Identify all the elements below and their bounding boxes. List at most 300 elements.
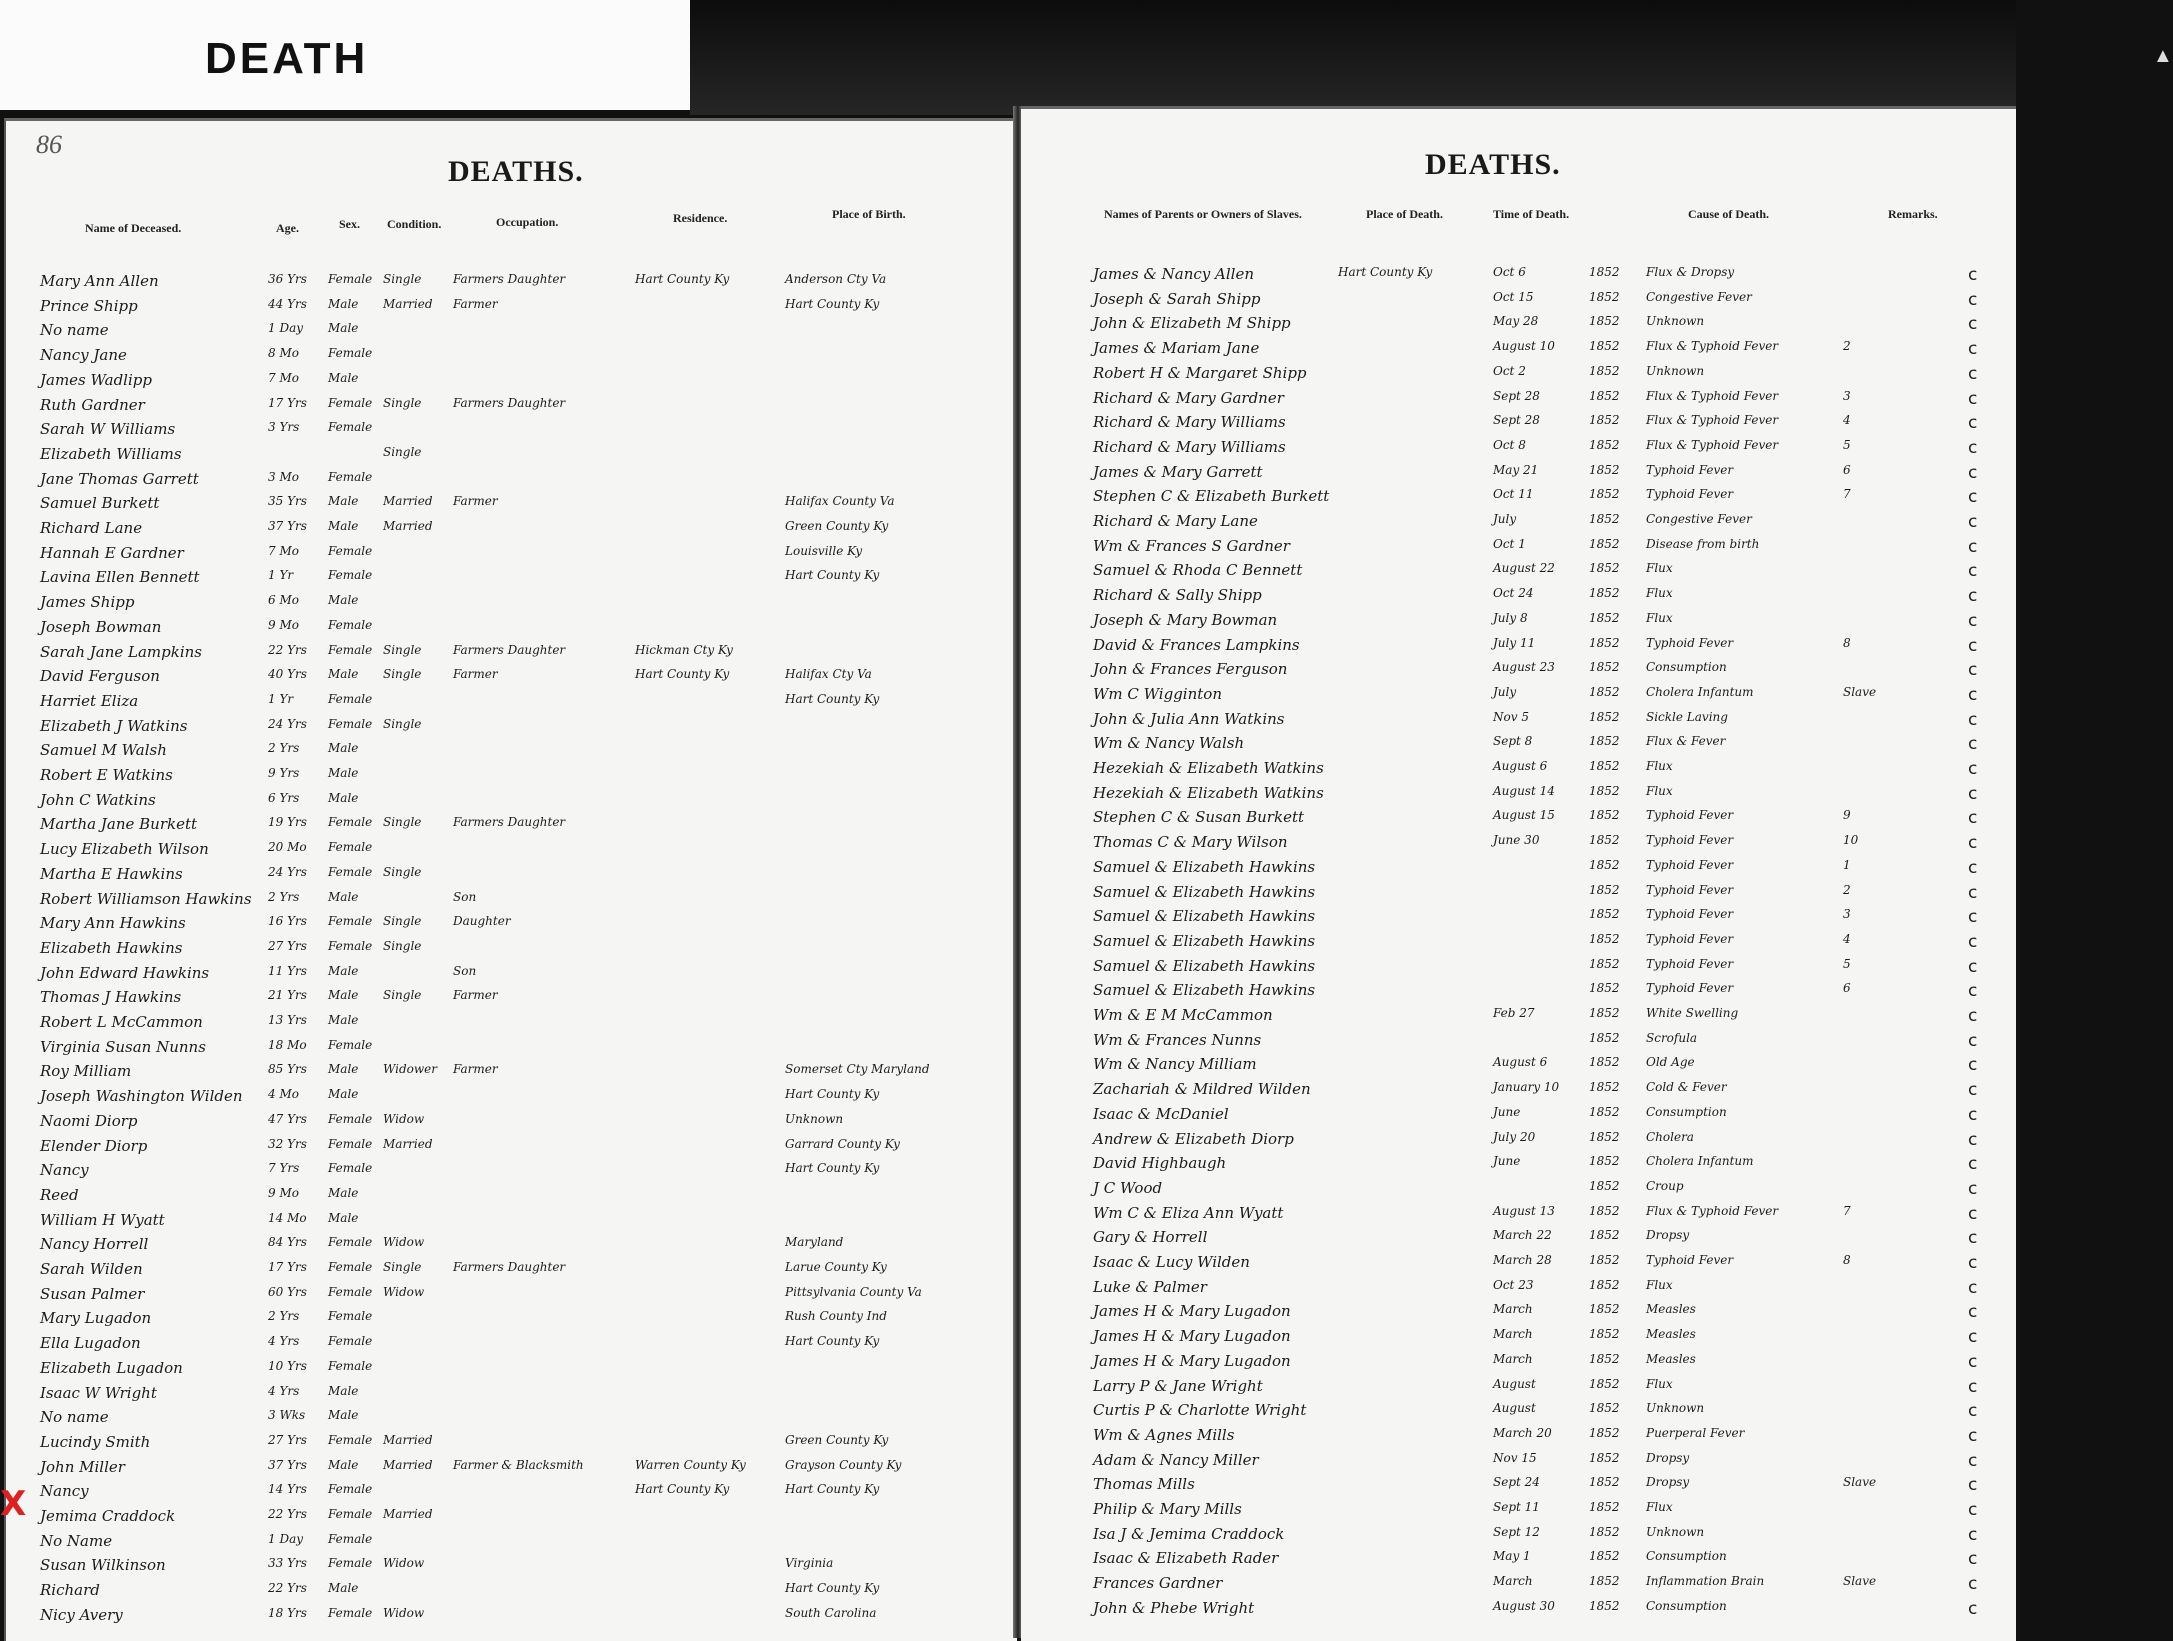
cell-sex: Male bbox=[328, 667, 359, 682]
cell-place-of-birth: Rush County Ind bbox=[785, 1309, 887, 1324]
cell-sex: Female bbox=[328, 1605, 373, 1620]
cell-occupation: Farmers Daughter bbox=[453, 642, 566, 657]
cell-remarks: 8 bbox=[1843, 635, 1851, 650]
cell-name: Susan Wilkinson bbox=[40, 1556, 166, 1575]
cell-cause-of-death: Consumption bbox=[1646, 1549, 1727, 1564]
cell-year: 1852 bbox=[1589, 882, 1620, 897]
remarks-tick-icon: c bbox=[1968, 759, 1978, 779]
cell-time-of-death: Feb 27 bbox=[1493, 1006, 1535, 1020]
cell-cause-of-death: Cold & Fever bbox=[1646, 1080, 1727, 1095]
cell-parents: Thomas C & Mary Wilson bbox=[1093, 833, 1288, 852]
cell-time-of-death: May 21 bbox=[1493, 462, 1539, 477]
cell-year: 1852 bbox=[1589, 1104, 1620, 1119]
cell-cause-of-death: Sickle Laving bbox=[1646, 709, 1728, 724]
cell-parents: Samuel & Rhoda C Bennett bbox=[1093, 561, 1303, 580]
cell-cause-of-death: Cholera Infantum bbox=[1646, 684, 1754, 699]
cell-occupation: Farmer bbox=[453, 296, 498, 311]
cell-name: Prince Shipp bbox=[40, 296, 138, 315]
col-name-of-deceased: Name of Deceased. bbox=[85, 221, 182, 235]
cell-year: 1852 bbox=[1589, 363, 1620, 378]
cell-remarks: 6 bbox=[1843, 981, 1851, 996]
cell-condition: Widow bbox=[383, 1235, 425, 1250]
col-cause-of-death: Cause of Death. bbox=[1688, 207, 1769, 221]
cell-place-of-birth: Grayson County Ky bbox=[785, 1457, 902, 1472]
cell-cause-of-death: Unknown bbox=[1646, 1524, 1705, 1539]
cell-parents: Hezekiah & Elizabeth Watkins bbox=[1093, 783, 1324, 802]
cell-year: 1852 bbox=[1589, 1302, 1620, 1317]
cell-age: 3 Wks bbox=[268, 1408, 306, 1423]
cell-time-of-death: July 20 bbox=[1493, 1129, 1536, 1144]
cell-place-of-birth: Larue County Ky bbox=[785, 1260, 887, 1274]
cell-condition: Married bbox=[383, 1432, 433, 1447]
cell-parents: Hezekiah & Elizabeth Watkins bbox=[1093, 759, 1324, 777]
cell-sex: Female bbox=[328, 1507, 373, 1521]
cell-time-of-death: Oct 15 bbox=[1493, 289, 1534, 304]
col-sex: Sex. bbox=[339, 217, 360, 231]
cell-parents: Philip & Mary Mills bbox=[1093, 1500, 1242, 1518]
cell-name: Mary Ann Allen bbox=[40, 272, 159, 290]
cell-parents: Samuel & Elizabeth Hawkins bbox=[1093, 907, 1316, 926]
cell-occupation: Son bbox=[453, 889, 477, 904]
cell-year: 1852 bbox=[1589, 1228, 1620, 1243]
cell-name: Elizabeth Lugadon bbox=[40, 1358, 183, 1377]
cell-year: 1852 bbox=[1589, 635, 1620, 650]
cell-remarks: Slave bbox=[1843, 684, 1877, 699]
cell-age: 3 Mo bbox=[268, 469, 299, 484]
remarks-tick-icon: c bbox=[1968, 1253, 1978, 1273]
cell-time-of-death: August 30 bbox=[1493, 1598, 1555, 1613]
cell-condition: Single bbox=[383, 272, 422, 286]
folio-number: 86 bbox=[36, 130, 62, 159]
cell-name: Ella Lugadon bbox=[40, 1334, 141, 1353]
cell-cause-of-death: Cholera bbox=[1646, 1129, 1694, 1144]
cell-time-of-death: July bbox=[1493, 684, 1517, 699]
cell-parents: James H & Mary Lugadon bbox=[1093, 1351, 1291, 1370]
remarks-tick-icon: c bbox=[1968, 783, 1978, 804]
remarks-tick-icon: c bbox=[1968, 857, 1978, 878]
cell-occupation: Farmer & Blacksmith bbox=[453, 1457, 584, 1472]
cell-parents: Wm C Wigginton bbox=[1093, 684, 1222, 703]
cell-age: 44 Yrs bbox=[268, 296, 307, 311]
cell-name: Sarah W Williams bbox=[40, 420, 176, 439]
cell-year: 1852 bbox=[1589, 1574, 1620, 1589]
cell-cause-of-death: Flux bbox=[1646, 586, 1673, 601]
cell-remarks: 10 bbox=[1843, 833, 1859, 848]
cell-parents: Zachariah & Mildred Wilden bbox=[1093, 1080, 1311, 1099]
cell-parents: Wm & Nancy Milliam bbox=[1093, 1055, 1257, 1074]
cell-age: 22 Yrs bbox=[268, 1507, 307, 1521]
cell-age: 35 Yrs bbox=[268, 494, 307, 509]
cell-parents: Luke & Palmer bbox=[1093, 1277, 1207, 1296]
cell-cause-of-death: Puerperal Fever bbox=[1646, 1425, 1745, 1440]
cell-time-of-death: Sept 28 bbox=[1493, 388, 1540, 403]
cell-sex: Male bbox=[328, 963, 359, 978]
cell-year: 1852 bbox=[1589, 437, 1620, 452]
cell-year: 1852 bbox=[1589, 1327, 1620, 1342]
remarks-tick-icon: c bbox=[1968, 660, 1978, 681]
cell-sex: Female bbox=[328, 938, 373, 953]
cell-parents: Stephen C & Susan Burkett bbox=[1093, 808, 1304, 827]
cell-age: 19 Yrs bbox=[268, 815, 307, 830]
cell-sex: Male bbox=[328, 1457, 359, 1472]
cell-condition: Single bbox=[383, 395, 422, 410]
cell-time-of-death: Oct 11 bbox=[1493, 487, 1534, 502]
cell-condition: Widow bbox=[383, 1111, 425, 1126]
cell-year: 1852 bbox=[1589, 1351, 1620, 1366]
cell-condition: Married bbox=[383, 519, 433, 533]
cell-sex: Female bbox=[328, 691, 373, 706]
cell-year: 1852 bbox=[1589, 956, 1620, 971]
cell-age: 1 Day bbox=[268, 321, 304, 336]
cell-time-of-death: August 14 bbox=[1493, 783, 1555, 798]
cell-cause-of-death: Measles bbox=[1646, 1327, 1696, 1342]
cell-condition: Single bbox=[383, 444, 422, 459]
cell-year: 1852 bbox=[1589, 734, 1620, 749]
remarks-tick-icon: c bbox=[1968, 1327, 1978, 1348]
cell-name: Joseph Washington Wilden bbox=[40, 1087, 243, 1106]
cell-name: John C Watkins bbox=[40, 790, 156, 809]
cell-year: 1852 bbox=[1589, 1253, 1620, 1267]
cell-cause-of-death: Typhoid Fever bbox=[1646, 1253, 1734, 1267]
cell-time-of-death: July 11 bbox=[1493, 635, 1536, 650]
cell-name: Hannah E Gardner bbox=[40, 543, 184, 562]
cell-name: No name bbox=[40, 321, 109, 340]
cell-place-of-birth: Somerset Cty Maryland bbox=[785, 1062, 930, 1077]
cell-age: 2 Yrs bbox=[268, 1309, 300, 1324]
cell-cause-of-death: Flux & Typhoid Fever bbox=[1646, 437, 1779, 452]
cell-sex: Female bbox=[328, 1432, 373, 1447]
cell-cause-of-death: Typhoid Fever bbox=[1646, 808, 1734, 823]
cell-age: 21 Yrs bbox=[268, 988, 307, 1003]
remarks-tick-icon: c bbox=[1968, 907, 1978, 928]
cell-cause-of-death: Consumption bbox=[1646, 1104, 1727, 1119]
cell-place-of-birth: Green County Ky bbox=[785, 519, 889, 533]
cell-age: 8 Mo bbox=[268, 346, 299, 361]
cell-parents: Richard & Sally Shipp bbox=[1093, 586, 1262, 605]
cell-parents: Isa J & Jemima Craddock bbox=[1093, 1524, 1285, 1543]
cell-age: 60 Yrs bbox=[268, 1284, 307, 1299]
cell-name: Robert E Watkins bbox=[40, 766, 173, 784]
cell-parents: David & Frances Lampkins bbox=[1093, 635, 1300, 654]
cell-condition: Married bbox=[383, 1136, 433, 1151]
cell-age: 27 Yrs bbox=[268, 1432, 307, 1447]
cell-age: 1 Yr bbox=[268, 568, 294, 583]
cell-age: 6 Mo bbox=[268, 593, 299, 608]
remarks-tick-icon: c bbox=[1968, 1574, 1978, 1595]
cell-parents: John & Phebe Wright bbox=[1093, 1598, 1255, 1617]
cell-cause-of-death: Flux & Typhoid Fever bbox=[1646, 1203, 1779, 1218]
cell-cause-of-death: Dropsy bbox=[1646, 1228, 1690, 1243]
cell-year: 1852 bbox=[1589, 1524, 1620, 1539]
cell-sex: Male bbox=[328, 519, 359, 533]
cell-year: 1852 bbox=[1589, 561, 1620, 576]
cell-age: 47 Yrs bbox=[268, 1111, 307, 1126]
cell-place-of-birth: Hart County Ky bbox=[785, 691, 880, 706]
cell-cause-of-death: Typhoid Fever bbox=[1646, 635, 1734, 650]
cell-sex: Male bbox=[328, 766, 359, 780]
cell-name: Sarah Wilden bbox=[40, 1260, 143, 1278]
cell-parents: Frances Gardner bbox=[1093, 1574, 1223, 1593]
col-place-of-birth: Place of Birth. bbox=[832, 207, 906, 221]
remarks-tick-icon: c bbox=[1968, 1228, 1978, 1249]
cell-sex: Female bbox=[328, 1260, 373, 1274]
cell-age: 22 Yrs bbox=[268, 1581, 307, 1596]
cell-name: Richard bbox=[40, 1581, 100, 1600]
cell-age: 13 Yrs bbox=[268, 1013, 307, 1027]
cell-cause-of-death: Measles bbox=[1646, 1302, 1696, 1317]
cell-cause-of-death: Flux bbox=[1646, 1500, 1673, 1514]
cell-name: Nancy Jane bbox=[40, 346, 127, 365]
cell-age: 2 Yrs bbox=[268, 741, 300, 756]
cell-remarks: 2 bbox=[1843, 339, 1851, 354]
cell-condition: Single bbox=[383, 716, 422, 731]
cell-name: Naomi Diorp bbox=[40, 1111, 138, 1130]
cell-name: Elender Diorp bbox=[40, 1136, 148, 1155]
cell-time-of-death: August bbox=[1493, 1401, 1536, 1416]
cell-age: 27 Yrs bbox=[268, 938, 307, 953]
cell-sex: Female bbox=[328, 617, 373, 632]
remarks-tick-icon: c bbox=[1968, 487, 1978, 508]
cell-condition: Single bbox=[383, 938, 422, 953]
cell-name: Samuel Burkett bbox=[40, 494, 160, 513]
col-residence: Residence. bbox=[673, 211, 728, 225]
cell-cause-of-death: Dropsy bbox=[1646, 1450, 1690, 1465]
cell-sex: Female bbox=[328, 469, 373, 484]
remarks-tick-icon: c bbox=[1968, 314, 1978, 335]
cell-year: 1852 bbox=[1589, 759, 1620, 773]
cell-sex: Male bbox=[328, 296, 359, 311]
cell-parents: Thomas Mills bbox=[1093, 1475, 1195, 1494]
remarks-tick-icon: c bbox=[1968, 437, 1978, 458]
cell-condition: Single bbox=[383, 914, 422, 929]
cell-age: 24 Yrs bbox=[268, 716, 307, 731]
remarks-tick-icon: c bbox=[1968, 1104, 1978, 1125]
cell-year: 1852 bbox=[1589, 1401, 1620, 1416]
cell-cause-of-death: Typhoid Fever bbox=[1646, 487, 1734, 502]
cell-occupation: Farmers Daughter bbox=[453, 815, 566, 830]
record-type-title: DEATH bbox=[205, 34, 369, 83]
cell-place-of-birth: Hart County Ky bbox=[785, 1161, 880, 1176]
cell-condition: Single bbox=[383, 642, 422, 657]
cell-occupation: Farmer bbox=[453, 667, 498, 682]
cell-time-of-death: March bbox=[1493, 1327, 1533, 1342]
cell-place-of-birth: Garrard County Ky bbox=[785, 1136, 900, 1151]
remarks-tick-icon: c bbox=[1968, 833, 1978, 854]
cell-time-of-death: Oct 6 bbox=[1493, 265, 1526, 279]
cell-time-of-death: July 8 bbox=[1493, 610, 1528, 625]
cell-name: Nancy bbox=[40, 1482, 89, 1501]
cell-cause-of-death: Dropsy bbox=[1646, 1475, 1690, 1490]
cell-cause-of-death: Scrofula bbox=[1646, 1030, 1698, 1045]
cell-time-of-death: August 22 bbox=[1493, 561, 1555, 576]
remarks-tick-icon: c bbox=[1968, 1178, 1978, 1199]
cell-year: 1852 bbox=[1589, 1006, 1620, 1020]
remarks-tick-icon: c bbox=[1968, 1524, 1978, 1545]
cell-sex: Male bbox=[328, 889, 359, 904]
cell-remarks: 6 bbox=[1843, 462, 1851, 477]
cell-time-of-death: Oct 24 bbox=[1493, 586, 1534, 601]
cell-cause-of-death: Typhoid Fever bbox=[1646, 931, 1734, 946]
cell-year: 1852 bbox=[1589, 1030, 1620, 1045]
cell-age: 37 Yrs bbox=[268, 1457, 307, 1472]
cell-remarks: 7 bbox=[1843, 487, 1851, 502]
cell-name: Reed bbox=[40, 1185, 79, 1204]
col-age: Age. bbox=[276, 221, 299, 235]
remarks-tick-icon: c bbox=[1968, 709, 1978, 730]
cell-cause-of-death: Measles bbox=[1646, 1351, 1696, 1366]
cell-name: Lavina Ellen Bennett bbox=[40, 568, 200, 587]
cell-parents: John & Elizabeth M Shipp bbox=[1093, 314, 1291, 333]
cell-name: William H Wyatt bbox=[40, 1210, 165, 1229]
cell-parents: Curtis P & Charlotte Wright bbox=[1093, 1401, 1307, 1420]
remarks-tick-icon: c bbox=[1968, 1450, 1978, 1471]
cell-age: 85 Yrs bbox=[268, 1062, 307, 1077]
cell-occupation: Farmer bbox=[453, 1062, 498, 1077]
cell-parents: Wm C & Eliza Ann Wyatt bbox=[1093, 1203, 1284, 1222]
cell-parents: Isaac & Elizabeth Rader bbox=[1093, 1549, 1279, 1568]
cell-time-of-death: May 28 bbox=[1493, 314, 1539, 329]
cell-year: 1852 bbox=[1589, 487, 1620, 502]
cell-sex: Female bbox=[328, 568, 373, 583]
cell-sex: Male bbox=[328, 741, 359, 756]
cell-time-of-death: Oct 2 bbox=[1493, 363, 1526, 378]
cell-sex: Male bbox=[328, 593, 359, 608]
cell-year: 1852 bbox=[1589, 314, 1620, 329]
cell-sex: Female bbox=[328, 815, 373, 830]
cell-name: Lucindy Smith bbox=[40, 1432, 151, 1451]
remarks-tick-icon: c bbox=[1968, 363, 1978, 384]
cell-place-of-birth: Hart County Ky bbox=[785, 1087, 880, 1102]
remarks-tick-icon: c bbox=[1968, 1129, 1978, 1150]
cell-sex: Female bbox=[328, 543, 373, 558]
cell-parents: Wm & Agnes Mills bbox=[1093, 1425, 1235, 1444]
cell-time-of-death: Sept 28 bbox=[1493, 413, 1540, 428]
cell-time-of-death: Sept 8 bbox=[1493, 734, 1533, 749]
cell-sex: Male bbox=[328, 1087, 359, 1102]
cell-residence: Hart County Ky bbox=[635, 1482, 730, 1497]
cell-age: 36 Yrs bbox=[268, 272, 307, 286]
cell-sex: Female bbox=[328, 1037, 373, 1052]
cell-age: 14 Yrs bbox=[268, 1482, 307, 1497]
cell-parents: Adam & Nancy Miller bbox=[1093, 1450, 1259, 1469]
remarks-tick-icon: c bbox=[1968, 1277, 1978, 1298]
cell-name: Elizabeth Williams bbox=[40, 444, 182, 463]
remarks-tick-icon: c bbox=[1968, 1475, 1978, 1496]
cell-place-of-birth: Hart County Ky bbox=[785, 1581, 880, 1596]
cell-sex: Female bbox=[328, 1531, 373, 1546]
remarks-tick-icon: c bbox=[1968, 1203, 1978, 1224]
cell-condition: Widow bbox=[383, 1284, 425, 1299]
cell-name: Thomas J Hawkins bbox=[40, 988, 182, 1007]
cell-name: Harriet Eliza bbox=[40, 691, 139, 710]
cell-sex: Female bbox=[328, 840, 373, 855]
cell-year: 1852 bbox=[1589, 1080, 1620, 1095]
cell-parents: David Highbaugh bbox=[1093, 1154, 1227, 1173]
cell-parents: Samuel & Elizabeth Hawkins bbox=[1093, 882, 1316, 901]
remarks-tick-icon: c bbox=[1968, 586, 1978, 607]
cell-age: 4 Yrs bbox=[268, 1334, 300, 1349]
cell-cause-of-death: Flux bbox=[1646, 1277, 1673, 1292]
cell-age: 17 Yrs bbox=[268, 1260, 307, 1274]
cell-place-of-birth: South Carolina bbox=[785, 1605, 877, 1620]
cell-year: 1852 bbox=[1589, 981, 1620, 996]
cell-condition: Widow bbox=[383, 1605, 425, 1620]
cell-name: David Ferguson bbox=[40, 667, 160, 686]
cell-name: Sarah Jane Lampkins bbox=[40, 642, 202, 661]
cell-place-of-birth: Halifax County Va bbox=[785, 494, 895, 509]
cell-age: 10 Yrs bbox=[268, 1358, 307, 1373]
remarks-tick-icon: c bbox=[1968, 1302, 1978, 1323]
cell-time-of-death: Oct 1 bbox=[1493, 536, 1526, 551]
cell-cause-of-death: Typhoid Fever bbox=[1646, 833, 1734, 848]
cell-occupation: Daughter bbox=[453, 914, 511, 929]
cell-name: James Shipp bbox=[40, 593, 135, 612]
cell-age: 7 Mo bbox=[268, 543, 299, 558]
cell-year: 1852 bbox=[1589, 265, 1620, 279]
cell-name: John Miller bbox=[40, 1457, 125, 1476]
cell-place-of-birth: Hart County Ky bbox=[785, 1482, 880, 1497]
remarks-tick-icon: c bbox=[1968, 339, 1978, 360]
cell-remarks: 9 bbox=[1843, 808, 1851, 823]
cell-occupation: Farmer bbox=[453, 988, 498, 1003]
cell-sex: Female bbox=[328, 642, 373, 657]
cell-age: 22 Yrs bbox=[268, 642, 307, 657]
cell-name: Samuel M Walsh bbox=[40, 741, 167, 760]
cell-name: Susan Palmer bbox=[40, 1284, 145, 1303]
cell-name: Nicy Avery bbox=[40, 1605, 123, 1624]
cell-time-of-death: Oct 23 bbox=[1493, 1277, 1534, 1292]
cell-cause-of-death: Flux bbox=[1646, 783, 1673, 798]
cell-condition: Married bbox=[383, 296, 433, 311]
cell-name: Virginia Susan Nunns bbox=[40, 1037, 206, 1056]
cell-residence: Hart County Ky bbox=[635, 667, 730, 682]
cell-parents: Richard & Mary Williams bbox=[1093, 437, 1286, 456]
cell-time-of-death: August bbox=[1493, 1376, 1536, 1391]
cell-remarks: 8 bbox=[1843, 1253, 1851, 1267]
cell-age: 7 Mo bbox=[268, 370, 299, 385]
cell-cause-of-death: Old Age bbox=[1646, 1055, 1695, 1070]
cell-name: Martha E Hawkins bbox=[40, 864, 183, 883]
cell-year: 1852 bbox=[1589, 1129, 1620, 1144]
cell-time-of-death: Sept 24 bbox=[1493, 1475, 1540, 1490]
book-binding-top bbox=[690, 0, 2173, 115]
cell-cause-of-death: Cholera Infantum bbox=[1646, 1154, 1754, 1169]
cell-sex: Male bbox=[328, 1383, 359, 1398]
cell-sex: Male bbox=[328, 1013, 359, 1027]
cell-age: 17 Yrs bbox=[268, 395, 307, 410]
cell-cause-of-death: Flux & Typhoid Fever bbox=[1646, 388, 1779, 403]
cell-time-of-death: Sept 12 bbox=[1493, 1524, 1540, 1539]
cell-condition: Single bbox=[383, 815, 422, 830]
remarks-tick-icon: c bbox=[1968, 734, 1978, 755]
cell-year: 1852 bbox=[1589, 857, 1620, 872]
remarks-tick-icon: c bbox=[1968, 1549, 1978, 1570]
red-x-annotation: X bbox=[0, 1484, 27, 1524]
cell-remarks: 5 bbox=[1843, 437, 1851, 452]
cell-name: Robert Williamson Hawkins bbox=[40, 889, 252, 908]
cell-year: 1852 bbox=[1589, 931, 1620, 946]
remarks-tick-icon: c bbox=[1968, 1030, 1978, 1051]
cell-name: Joseph Bowman bbox=[40, 617, 162, 636]
cell-name: John Edward Hawkins bbox=[40, 963, 210, 982]
cell-remarks: 7 bbox=[1843, 1203, 1851, 1218]
cell-sex: Female bbox=[328, 1358, 373, 1373]
cell-sex: Male bbox=[328, 1062, 359, 1077]
cell-occupation: Son bbox=[453, 963, 477, 978]
cell-time-of-death: March bbox=[1493, 1351, 1533, 1366]
cell-remarks: 4 bbox=[1843, 413, 1851, 428]
cell-age: 24 Yrs bbox=[268, 864, 307, 879]
